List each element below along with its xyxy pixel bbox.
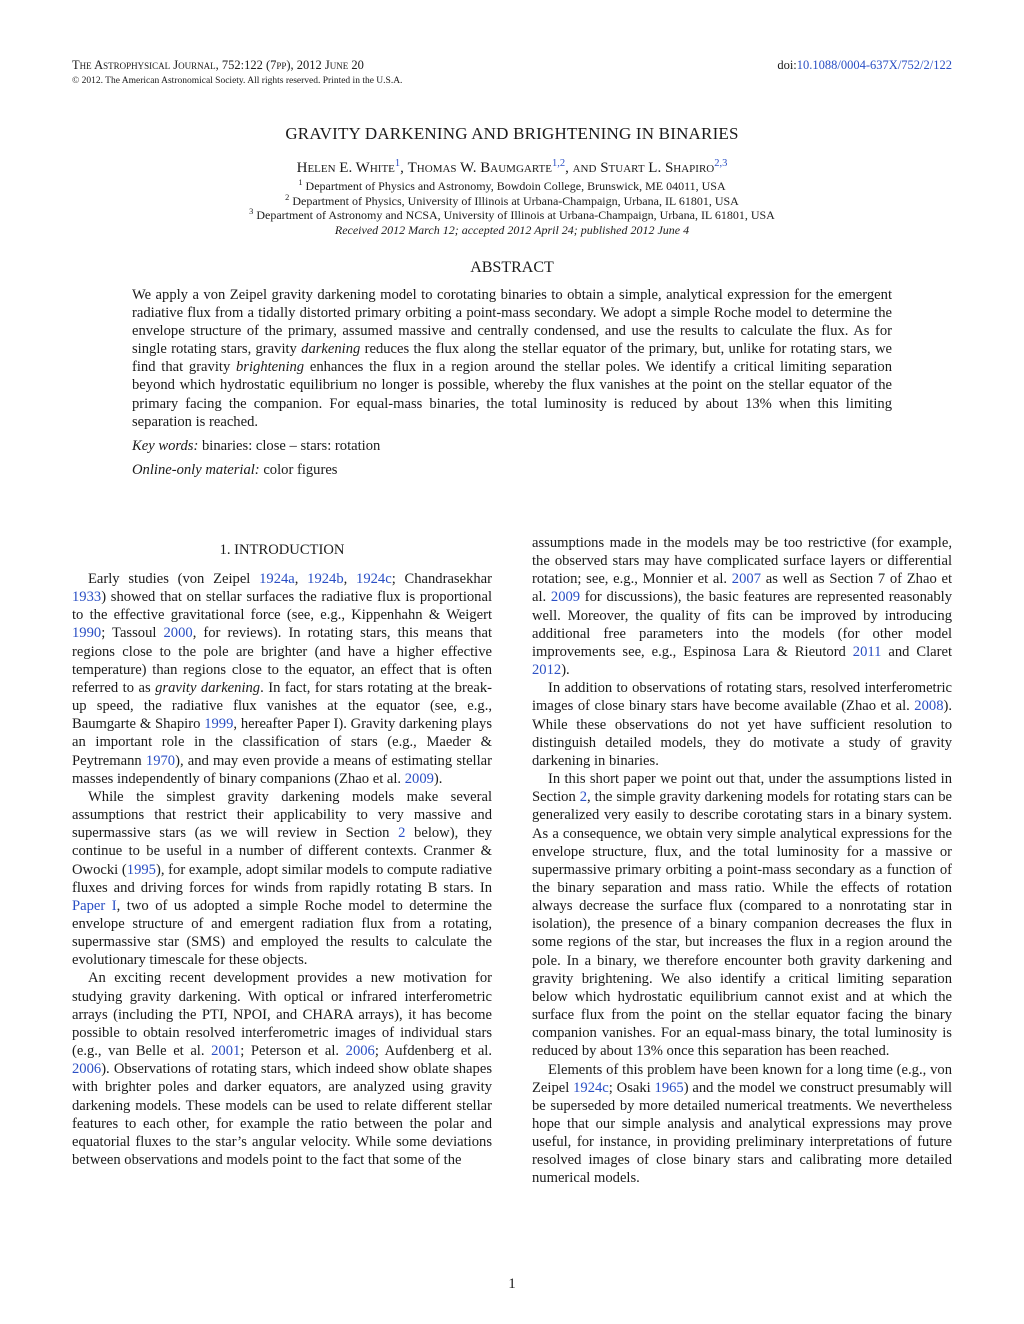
right-column — [532, 534, 952, 1188]
abstract-part: enhances the flux in a region around the stellar poles. We identify a critical limiting separation beyond which hydrostatic equilibrium no longer is possible, whereby the flux vanishes at the point on the stellar equator of the primary facing the companion. For equal-mass binaries, the total luminosity is reduced by about 13% when this limiting separation is reached. — [132, 359, 892, 430]
left-column — [72, 570, 492, 1169]
section-link[interactable]: 2 — [579, 789, 588, 806]
keywords — [132, 438, 380, 455]
abstract-heading: ABSTRACT — [470, 259, 554, 276]
paragraph: An exciting recent development provides a new motivation for studying gravity darkening. With optical or infrared interferometric arrays (including the PTI, NPOI, and CHARA arrays), it has become possible to obtain resolved interferometric images of individual stars (e.g., van Belle et al. 2001; Peterson et al. 2006; Aufdenberg et al. 2006). Observations of rotating stars, which indeed show oblate shapes with brighter poles and darker equators, are analyzed using gravity darkening models. These models can be used to relate different stellar features to each other, for example the ratio between the polar and equatorial fluxes to the star’s angular velocity. While some deviations between observations and models point to the fact that some of the — [72, 970, 492, 1168]
paragraph: In addition to observations of rotating stars, resolved interferometric images of close binary stars have become available (Zhao et al. 2008). While these observations do not yet have sufficient resolution to distinguish detailed models, they do motivate a study of gravity darkening in binaries. — [532, 680, 952, 769]
doi-line — [777, 58, 952, 73]
affil-ref[interactable]: 1,2 — [551, 158, 566, 169]
abstract-emphasis: darkening — [301, 341, 361, 358]
author-name: Thomas W. Baumgarte — [407, 160, 552, 176]
affil-text: Department of Physics and Astronomy, Bowdoin College, Brunswick, ME 04011, USA — [305, 179, 726, 193]
affil-ref[interactable]: 2,3 — [714, 158, 728, 169]
author-separator: , and — [565, 160, 601, 176]
abstract-part: reduces the flux along the stellar equator of the primary, but, unlike for rotating stars, we find that gravity — [132, 341, 892, 376]
affil-number: 1 — [298, 178, 303, 187]
citation-link[interactable]: 2007 — [731, 571, 761, 588]
online-material-label: Online-only material: — [132, 462, 260, 478]
paragraph: While the simplest gravity darkening models make several assumptions that restrict their applicability to very massive and supermassive stars (as we will review in Section 2 below), they continue to be useful in a number of different contexts. Cranmer & Owocki (1995), for example, adopt similar models to compute radiative fluxes and driving forces for winds from rapidly rotating B stars. In Paper I, two of us adopted a simple Roche model to determine the envelope structure of and emergent radiation flux from a rotating, supermassive star (SMS) and employed the results to calculate the evolutionary timescale for these objects. — [72, 788, 492, 969]
section-link[interactable]: 2 — [398, 825, 406, 842]
keywords-value: binaries: close – stars: rotation — [198, 438, 381, 454]
citation-link[interactable]: 1999 — [204, 716, 234, 733]
paragraph: Elements of this problem have been known for a long time (e.g., von Zeipel 1924c; Osaki 1965) and the model we construct presumably will be superseded by more detailed numerical treatments. We nevertheless hope that our simple analysis and analytical expressions may prove useful, for instance, in providing preliminary interpretations of future resolved images of close binary stars and calibrating more detailed numerical models. — [532, 1061, 952, 1187]
affil-number: 3 — [249, 207, 254, 216]
journal-header — [72, 58, 402, 86]
citation-link[interactable]: 1995 — [126, 861, 156, 878]
copyright-line: © 2012. The American Astronomical Society. All rights reserved. Printed in the U.S.A. — [72, 76, 403, 86]
affiliation — [0, 194, 1024, 209]
dates-text: Received 2012 March 12; accepted 2012 April 24; published 2012 June 4 — [334, 222, 690, 237]
citation-link[interactable]: 2000 — [163, 625, 193, 642]
paper-title: GRAVITY DARKENING AND BRIGHTENING IN BINARIES — [285, 124, 739, 143]
citation-link[interactable]: 1965 — [654, 1079, 684, 1096]
affil-ref[interactable]: 1 — [394, 158, 401, 169]
citation-link[interactable]: 1970 — [145, 752, 176, 769]
citation-link[interactable]: 1924a — [259, 571, 295, 587]
citation-link[interactable]: 2009 — [550, 589, 581, 606]
author-list: Helen E. White$^1$, Thomas W. Baumgarte$^{1,2}$, and Stuart L. Shapiro$^{2,3}$ — [296, 158, 728, 176]
online-material — [132, 462, 337, 479]
affiliation — [0, 208, 1024, 223]
journal-citation: The Astrophysical Journal, 752:122 (7pp), 2012 June 20 — [72, 58, 364, 72]
paragraph: Early studies (von Zeipel 1924a, 1924b, 1924c; Chandrasekhar 1933) showed that on stellar surfaces the radiative flux is proportional to the effective gravitational force (see, e.g., Kippenhahn & Weigert 1990; Tassoul 2000, for reviews). In rotating stars, this means that regions close to the pole are brighter (and have a higher effective temperature) than regions close to the equator, an effect that is often referred to as gravity darkening. In fact, for stars rotating at the break-up speed, the radiative flux vanishes at the equator (see, e.g., Baumgarte & Shapiro 1999, hereafter Paper I). Gravity darkening plays an important role in the classification of stars (e.g., Maeder & Peytremann 1970), and may even provide a means of estimating stellar masses independently of binary companions (Zhao et al. 2009). — [72, 571, 493, 787]
doi-link[interactable]: 10.1088/0004-637X/752/2/122 — [796, 58, 952, 72]
online-material-value: color figures — [259, 462, 338, 478]
citation-link[interactable]: 2006 — [72, 1061, 102, 1078]
citation-link[interactable]: 1924b — [307, 571, 344, 587]
citation-link[interactable]: 1933 — [72, 589, 102, 606]
paper-i-link[interactable]: Paper I — [72, 897, 117, 914]
affiliations — [0, 179, 1024, 237]
affiliation — [0, 179, 1024, 194]
author-name: Stuart L. Shapiro — [600, 160, 715, 176]
citation-link[interactable]: 2006 — [345, 1043, 375, 1060]
abstract-text — [132, 286, 892, 431]
citation-link[interactable]: 2008 — [914, 698, 944, 715]
author-name: Helen E. White — [296, 160, 395, 176]
publication-dates — [0, 223, 1024, 238]
citation-link[interactable]: 1924c — [573, 1079, 609, 1096]
affil-text: Department of Astronomy and NCSA, University of Illinois at Urbana-Champaign, Urbana, IL 61801, USA — [256, 208, 775, 222]
citation-link[interactable]: 2009 — [404, 770, 434, 787]
page-number: 1 — [508, 1276, 516, 1292]
doi-prefix: doi: — [777, 58, 797, 72]
section-heading: 1. INTRODUCTION — [219, 542, 345, 558]
abstract-emphasis: brightening — [236, 359, 305, 376]
citation-link[interactable]: 2011 — [852, 643, 882, 660]
keywords-label: Key words: — [132, 438, 199, 454]
paragraph: In this short paper we point out that, under the assumptions listed in Section 2, the simple gravity darkening models for rotating stars can be generalized very easily to describe corotating stars in a binary system. As a consequence, we obtain very simple analytical expressions for the envelope structure, flux, and the total luminosity for a massive or supermassive primary orbiting a point-mass secondary as a function of the binary separation and mass ratio. While the effects of rotation always decrease the surface flux (compared to a nonrotating star in isolation), the presence of a binary companion decreases the flux in some regions of the star, but increases the flux in a region around the pole. In a binary, we therefore encounter both gravity darkening and gravity brightening. We also identify a critical limiting separation below which hydrostatic equilibrium cannot exist and at which the surface flux from the point on the stellar equator facing the binary companion vanishes. For an equal-mass binary, the total luminosity is reduced by about 13% once this separation has been reached. — [532, 771, 952, 1060]
citation-link[interactable]: 2012 — [532, 662, 562, 679]
citation-link[interactable]: 1924c — [356, 571, 392, 587]
citation-link[interactable]: 1990 — [72, 625, 102, 642]
affil-number: 2 — [285, 192, 290, 202]
abstract-part: We apply a von Zeipel gravity darkening model to corotating binaries to obtain a simple, analytical expression for the emergent radiative flux from a tidally distorted primary orbiting a point-mass secondary. We adopt a simple Roche model to determine the envelope structure of the primary, assumed massive and centrally condensed, and use the results to calculate the flux. As for single rotating stars, gravity — [132, 287, 892, 358]
affil-text: Department of Physics, University of Illinois at Urbana-Champaign, Urbana, IL 61801, USA — [292, 193, 739, 208]
paragraph: assumptions made in the models may be too restrictive (for example, the observed stars may have complicated surface layers or differential rotation; see, e.g., Monnier et al. 2007 as well as Section 7 of Zhao et al. 2009 for discussions), the basic features are represented reasonably well. Moreover, the quality of fits can be improved by introducing additional free parameters into the models (for other model improvements see, e.g., Espinosa Lara & Rieutord 2011 and Claret 2012). — [532, 535, 953, 679]
citation-link[interactable]: 2001 — [211, 1043, 241, 1060]
